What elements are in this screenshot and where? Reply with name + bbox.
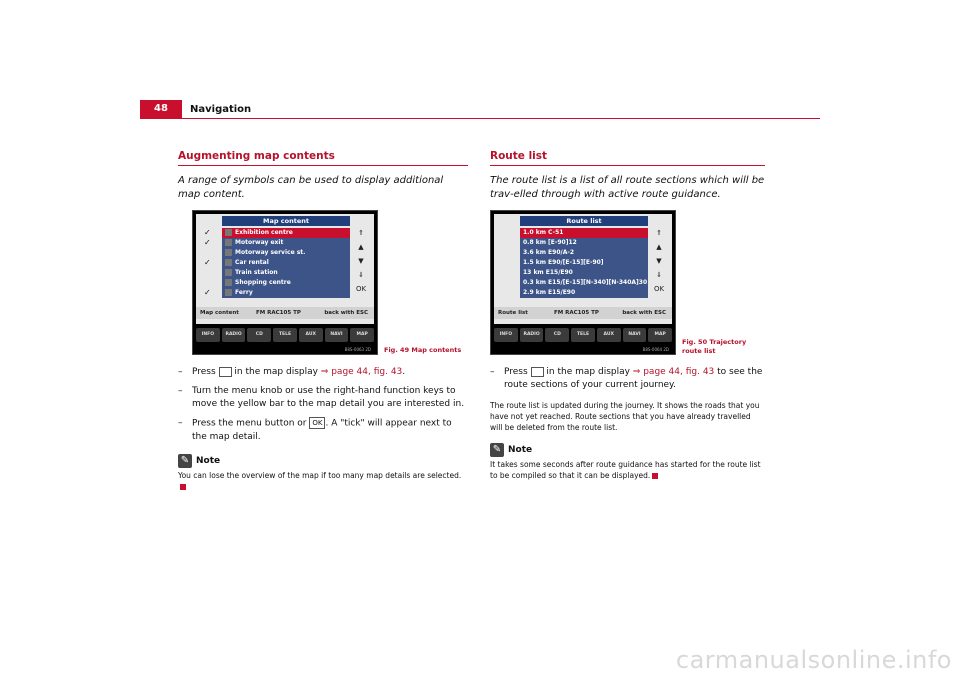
checkmark-icon: ✓ xyxy=(204,258,211,267)
info-button[interactable]: INFO xyxy=(494,328,518,342)
step-1: – Press in the map display ⇒ page 44, fig. 43 to see the route sections of your current journey. xyxy=(490,367,763,390)
radio-button[interactable]: RADIO xyxy=(520,328,544,342)
figure-route-list xyxy=(490,210,765,360)
route-list xyxy=(520,228,648,298)
status-esc: back with ESC xyxy=(622,310,666,316)
section-intro: A range of symbols can be used to display additional map content. xyxy=(178,175,444,200)
section-heading: Navigation xyxy=(190,104,252,115)
list-item-label: Exhibition centre xyxy=(235,229,293,236)
ok-key[interactable]: OK xyxy=(653,285,665,293)
note-icon: ✎ xyxy=(490,443,504,457)
list-item-label: Shopping centre xyxy=(235,279,291,286)
navi-button[interactable]: NAVI xyxy=(325,328,349,342)
route-row[interactable]: 13 km E15/E90 xyxy=(520,268,648,278)
nav-screen xyxy=(490,210,676,355)
route-row[interactable]: 3.6 km E90/A-2 xyxy=(520,248,648,258)
body-text: The route list is updated during the journey. It shows the roads that you have not yet reached. Route sections that you have already travelled will be deleted from the route list. xyxy=(490,401,760,432)
ok-key-icon: OK xyxy=(309,417,325,429)
watermark: carmanualsonline.info xyxy=(675,646,952,674)
route-list-key-icon xyxy=(531,367,544,377)
figure-code: B8S-0063 2D xyxy=(344,347,371,352)
poi-icon xyxy=(225,289,232,296)
status-esc: back with ESC xyxy=(324,310,368,316)
figure-caption: Fig. 50 Trajectory route list xyxy=(682,338,747,355)
route-row[interactable]: 1.5 km E90/[E-15][E-90] xyxy=(520,258,648,268)
poi-icon xyxy=(225,279,232,286)
tele-button[interactable]: TELE xyxy=(273,328,297,342)
list-item[interactable] xyxy=(204,288,350,298)
screen-title: Route list xyxy=(520,216,648,226)
route-list-section xyxy=(490,150,765,481)
status-left: Map content xyxy=(200,310,239,316)
tele-button[interactable]: TELE xyxy=(571,328,595,342)
info-button[interactable]: INFO xyxy=(196,328,220,342)
side-function-keys xyxy=(650,226,668,296)
step-1: – Press in the map display ⇒ page 44, fig. 43. xyxy=(178,367,406,377)
map-button[interactable]: MAP xyxy=(350,328,374,342)
route-row[interactable]: 2.9 km E15/E90 xyxy=(520,288,648,298)
screen-title: Map content xyxy=(222,216,350,226)
scroll-down-icon[interactable]: ▼ xyxy=(656,257,662,265)
nav-screen xyxy=(192,210,378,355)
status-radio: FM RAC105 TP xyxy=(256,310,301,316)
ok-key[interactable]: OK xyxy=(355,285,367,293)
figure-map-contents xyxy=(178,210,468,360)
status-bar xyxy=(196,307,374,319)
checkmark-icon: ✓ xyxy=(204,228,211,237)
list-item[interactable] xyxy=(204,258,350,268)
section-title: Augmenting map contents xyxy=(178,150,468,166)
page-link[interactable]: page 44, fig. 43 xyxy=(331,367,403,377)
note-heading: ✎ Note xyxy=(178,454,468,468)
list-item-label: Train station xyxy=(235,269,278,276)
scroll-up-icon[interactable]: ▲ xyxy=(656,243,662,251)
header-rule xyxy=(140,118,820,119)
list-item-label: Motorway exit xyxy=(235,239,284,246)
cd-button[interactable]: CD xyxy=(545,328,569,342)
status-left: Route list xyxy=(498,310,528,316)
section-title: Route list xyxy=(490,150,765,166)
list-item-label: Ferry xyxy=(235,289,253,296)
scroll-down-icon[interactable]: ▼ xyxy=(358,257,364,265)
list-item[interactable] xyxy=(204,238,350,248)
poi-icon xyxy=(225,269,232,276)
step-3: – Press the menu button or OK . A "tick" will appear next to the map detail. xyxy=(178,418,452,442)
scroll-top-icon[interactable]: ⇑ xyxy=(656,229,662,237)
poi-icon xyxy=(225,259,232,266)
figure-caption: Fig. 49 Map contents xyxy=(384,346,462,354)
route-row[interactable]: 1.0 km C-51 xyxy=(520,228,648,238)
map-contents-section xyxy=(178,150,468,492)
map-content-key-icon xyxy=(219,367,232,377)
list-item-label: Car rental xyxy=(235,259,269,266)
list-item[interactable] xyxy=(222,268,350,278)
poi-icon xyxy=(225,249,232,256)
hardware-buttons xyxy=(494,328,672,342)
map-button[interactable]: MAP xyxy=(648,328,672,342)
poi-icon xyxy=(225,239,232,246)
route-row[interactable]: 0.8 km [E-90]12 xyxy=(520,238,648,248)
hardware-buttons xyxy=(196,328,374,342)
status-bar xyxy=(494,307,672,319)
step-2: – Turn the menu knob or use the right-hand function keys to move the yellow bar to the map detail you are interested in. xyxy=(178,386,465,409)
cd-button[interactable]: CD xyxy=(247,328,271,342)
side-function-keys xyxy=(352,226,370,296)
page-link[interactable]: page 44, fig. 43 xyxy=(643,367,715,377)
scroll-bottom-icon[interactable]: ⇓ xyxy=(358,271,364,279)
map-content-list xyxy=(204,228,350,298)
poi-icon xyxy=(225,229,232,236)
route-row[interactable]: 0.3 km E15/[E-15][N-340][N-340A]30 xyxy=(520,278,648,288)
scroll-up-icon[interactable]: ▲ xyxy=(358,243,364,251)
note-text: You can lose the overview of the map if too many map details are selected. xyxy=(178,470,468,492)
end-marker-icon xyxy=(652,473,658,479)
status-radio: FM RAC105 TP xyxy=(554,310,599,316)
note-icon: ✎ xyxy=(178,454,192,468)
list-item-label: Motorway service st. xyxy=(235,249,306,256)
checkmark-icon: ✓ xyxy=(204,288,211,297)
scroll-bottom-icon[interactable]: ⇓ xyxy=(656,271,662,279)
list-item[interactable] xyxy=(204,228,350,238)
aux-button[interactable]: AUX xyxy=(299,328,323,342)
navi-button[interactable]: NAVI xyxy=(623,328,647,342)
aux-button[interactable]: AUX xyxy=(597,328,621,342)
scroll-top-icon[interactable]: ⇑ xyxy=(358,229,364,237)
checkmark-icon: ✓ xyxy=(204,238,211,247)
section-intro: The route list is a list of all route sections which will be trav-elled through with active route guidance. xyxy=(490,175,765,200)
page-number: 48 xyxy=(140,100,182,118)
list-item[interactable] xyxy=(222,248,350,258)
note-heading: ✎ Note xyxy=(490,443,765,457)
end-marker-icon xyxy=(180,484,186,490)
figure-code: B8S-0064 2D xyxy=(642,347,669,352)
radio-button[interactable]: RADIO xyxy=(222,328,246,342)
list-item[interactable] xyxy=(222,278,350,288)
note-text: It takes some seconds after route guidance has started for the route list to be compiled so that it can be displayed. xyxy=(490,460,761,480)
